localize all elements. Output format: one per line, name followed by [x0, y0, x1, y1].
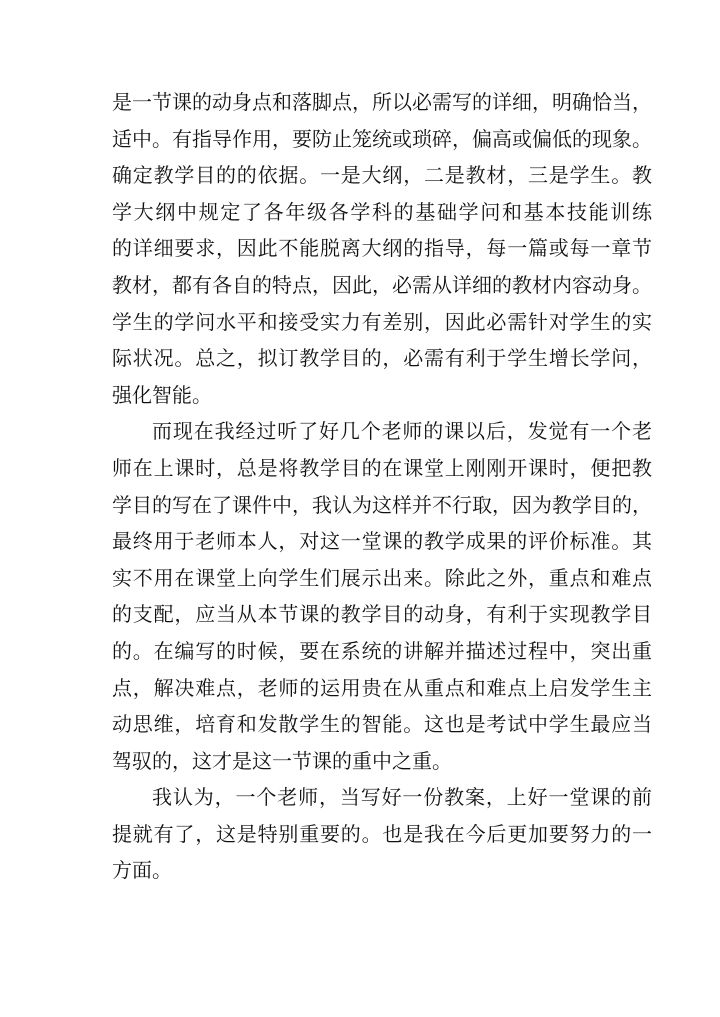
text-line: 的。在编写的时候，要在系统的讲解并描述过程中，突出重	[112, 638, 652, 663]
text-line: 点，解决难点，老师的运用贵在从重点和难点上启发学生主	[112, 675, 652, 700]
text-line: 师在上课时，总是将教学目的在课堂上刚刚开课时，便把教	[112, 455, 652, 480]
paragraph-1	[112, 84, 652, 413]
text-line: 动思维，培育和发散学生的智能。这也是考试中学生最应当	[112, 712, 652, 737]
text-line: 驾驭的，这才是这一节课的重中之重。	[112, 748, 452, 773]
text-line: 而现在我经过听了好几个老师的课以后，发觉有一个老	[152, 419, 652, 444]
text-line: 教材，都有各自的特点，因此，必需从详细的教材内容动身。	[112, 272, 652, 297]
text-line: 确定教学目的的依据。一是大纲，二是教材，三是学生。教	[112, 163, 652, 188]
text-line: 的支配，应当从本节课的教学目的动身，有利于实现教学目	[112, 602, 652, 627]
text-line: 是一节课的动身点和落脚点，所以必需写的详细，明确恰当，	[112, 90, 652, 114]
text-line: 学大纲中规定了各年级各学科的基础学问和基本技能训练	[112, 199, 652, 224]
text-line: 学生的学问水平和接受实力有差别，因此必需针对学生的实	[112, 309, 652, 334]
text-line: 适中。有指导作用，要防止笼统或琐碎，偏高或偏低的现象。	[112, 126, 652, 151]
text-line: 最终用于老师本人，对这一堂课的教学成果的评价标准。其	[112, 529, 652, 554]
body-text	[112, 84, 652, 889]
paragraph-2	[112, 413, 652, 779]
text-line: 际状况。总之，拟订教学目的，必需有利于学生增长学问，	[112, 346, 652, 371]
text-line: 方面。	[112, 858, 172, 883]
text-line: 的详细要求，因此不能脱离大纲的指导，每一篇或每一章节	[112, 236, 652, 261]
text-line: 我认为，一个老师，当写好一份教案，上好一堂课的前	[152, 785, 652, 810]
text-line: 强化智能。	[112, 382, 212, 407]
paragraph-3	[112, 779, 652, 889]
text-line: 学目的写在了课件中，我认为这样并不行取，因为教学目的，	[112, 492, 652, 517]
text-line: 提就有了，这是特别重要的。也是我在今后更加要努力的一	[112, 821, 652, 846]
text-line: 实不用在课堂上向学生们展示出来。除此之外，重点和难点	[112, 565, 652, 590]
